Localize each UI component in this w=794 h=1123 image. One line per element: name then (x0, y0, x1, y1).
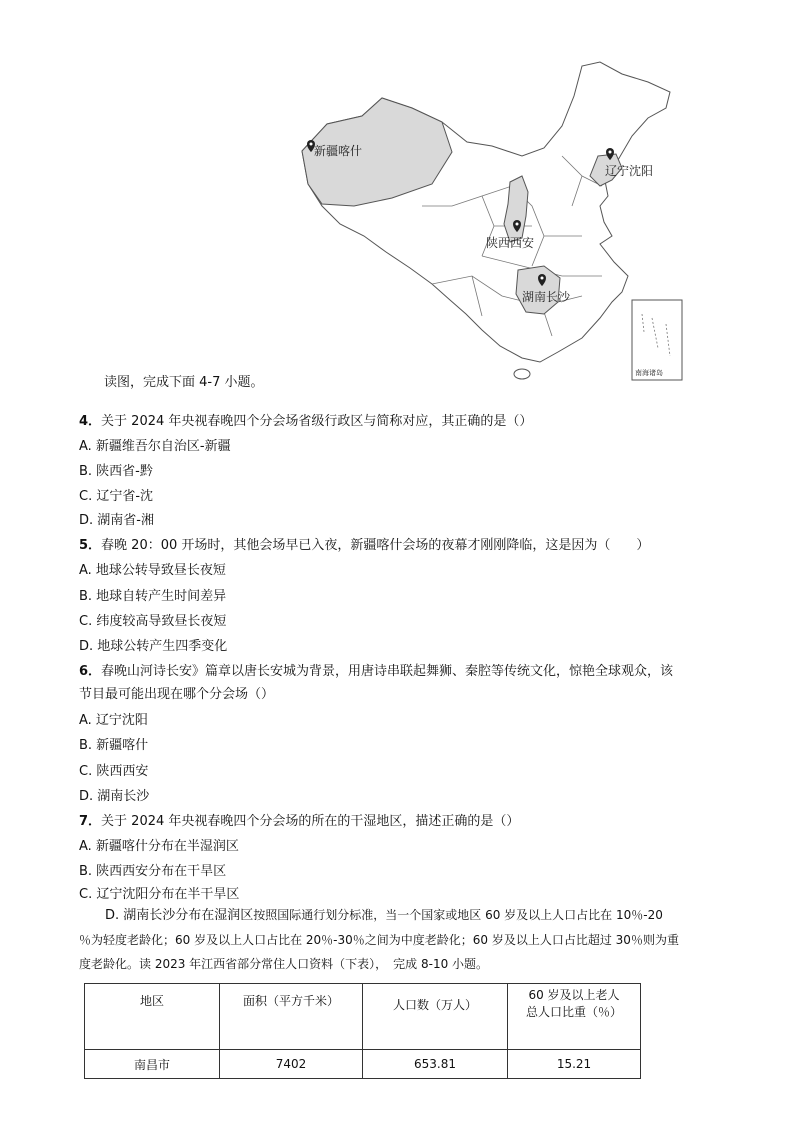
table-row (85, 1050, 641, 1079)
table-header: 面积（平方千米） (220, 984, 363, 1050)
option-b: B. 陕西省-黔 (79, 464, 153, 479)
china-map (282, 56, 702, 386)
table-header: 地区 (85, 984, 220, 1050)
table-cell: 653.81 (363, 1050, 508, 1079)
table-header-line: 总人口比重（％） (525, 1005, 622, 1019)
option-d: D. 地球公转产生四季变化 (79, 639, 228, 654)
option-d: D. 湖南长沙 (79, 789, 150, 804)
option-d: D. 湖南长沙分布在湿润区 (105, 908, 254, 923)
option-a: A. 辽宁沈阳 (79, 713, 148, 728)
option-d: D. 湖南省-湘 (79, 513, 154, 528)
map-label-changsha: 湖南长沙 (522, 290, 571, 304)
question-text-continued: 节目最可能出现在哪个分会场（） (79, 687, 275, 702)
paragraph-text: 按照国际通行划分标准，当一个国家或地区 60 岁及以上人口占比在 10％-20 (253, 908, 663, 922)
table-header: 人口数（万人） (363, 984, 508, 1050)
map-label-xian: 陕西西安 (486, 236, 535, 250)
population-table (84, 983, 641, 1079)
question-number: 6． (79, 664, 102, 679)
question-number: 5． (79, 538, 102, 553)
map-label-shenyang: 辽宁沈阳 (605, 164, 654, 178)
option-a: A. 新疆维吾尔自治区-新疆 (79, 439, 231, 454)
question-number: 7． (79, 814, 102, 829)
map-label-kashgar: 新疆喀什 (314, 144, 363, 158)
option-c: C. 辽宁沈阳分布在半干旱区 (79, 887, 240, 902)
question-6 (79, 663, 673, 681)
question-text: 关于 2024 年央视春晚四个分会场省级行政区与简称对应，其正确的是（） (101, 414, 533, 429)
option-c: C. 陕西西安 (79, 764, 149, 779)
paragraph-text: 度老龄化。读 2023 年江西省部分常住人口资料（下表）， 完成 8-10 小题。 (79, 957, 489, 971)
paragraph-text: ％为轻度老龄化；60 岁及以上人口占比在 20％-30％之间为中度老龄化；60 岁及以上人口占比超过 30％则为重 (79, 933, 679, 947)
table-header-line: 60 岁及以上老人 (528, 988, 620, 1002)
map-label-inset: 南海诸岛 (635, 369, 663, 377)
china-outline (302, 62, 670, 362)
option-c: C. 纬度较高导致昼长夜短 (79, 614, 227, 629)
china-map-svg (282, 56, 702, 386)
question-7 (79, 813, 519, 831)
table-cell: 7402 (220, 1050, 363, 1079)
paragraph (79, 903, 719, 976)
question-5 (79, 537, 649, 555)
option-c: C. 辽宁省-沈 (79, 489, 154, 504)
table-cell: 南昌市 (85, 1050, 220, 1079)
question-text: 春晚 20：00 开场时，其他会场早已入夜，新疆喀什会场的夜幕才刚刚降临，这是因为（ ） (101, 538, 650, 553)
option-a: A. 地球公转导致昼长夜短 (79, 563, 226, 578)
intro-text: 读图，完成下面 4-7 小题。 (104, 375, 264, 390)
question-text: 春晚山河诗长安》篇章以唐长安城为背景，用唐诗串联起舞狮、秦腔等传统文化，惊艳全球观众，该 (101, 664, 674, 679)
table-header-row (85, 984, 641, 1050)
option-b: B. 地球自转产生时间差异 (79, 589, 227, 604)
hainan-island (514, 369, 530, 379)
question-number: 4． (79, 414, 102, 429)
question-text: 关于 2024 年央视春晚四个分会场的所在的干湿地区，描述正确的是（） (101, 814, 520, 829)
table-header (508, 984, 641, 1050)
question-4 (79, 413, 532, 431)
table-cell: 15.21 (508, 1050, 641, 1079)
option-a: A. 新疆喀什分布在半湿润区 (79, 839, 239, 854)
option-b: B. 陕西西安分布在干旱区 (79, 864, 227, 879)
option-b: B. 新疆喀什 (79, 738, 149, 753)
